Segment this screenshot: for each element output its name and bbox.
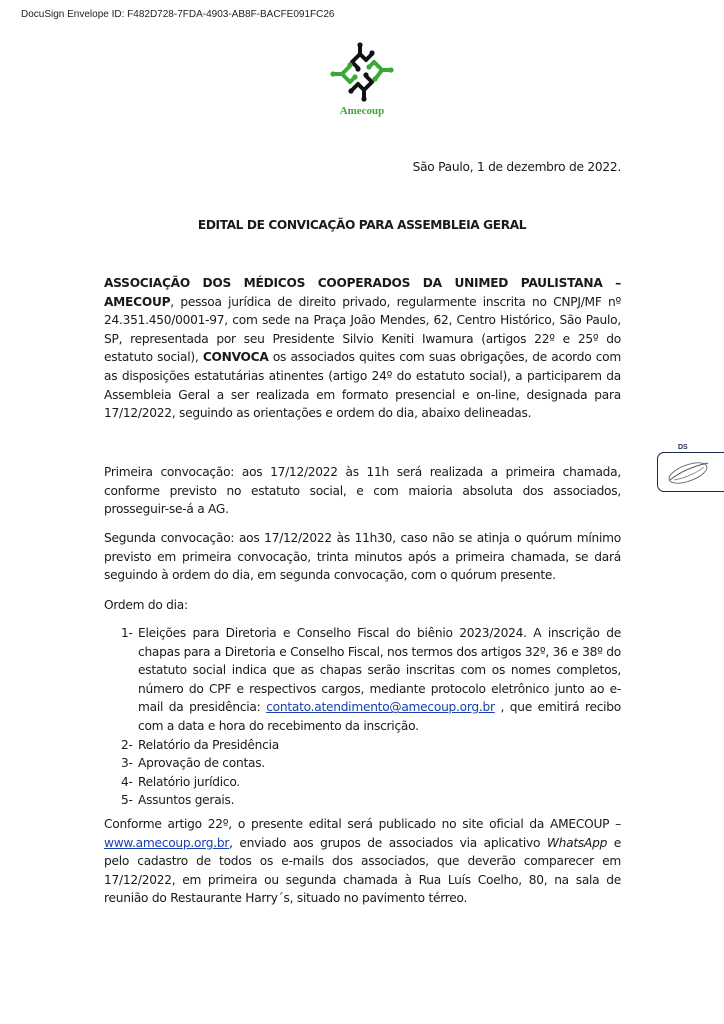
logo-wordmark: Amecoup bbox=[339, 105, 385, 117]
ordem-do-dia-heading bbox=[104, 596, 621, 615]
docusign-envelope-id: DocuSign Envelope ID: F482D728-7FDA-4903-AB8F-BACFE091FC26 bbox=[21, 9, 335, 20]
list-item-text: Assuntos gerais. bbox=[138, 793, 235, 808]
list-item-number: 4- bbox=[121, 774, 133, 789]
list-item-number: 5- bbox=[121, 793, 133, 808]
intro-text-2: os associados quites com suas obrigações, de acordo com as disposições estatutárias atinentes (artigo 24º do estatuto social), a participarem da Assembleia Geral a ser realizada em formato presencial e on-line, designada para 17/12/2022, seguindo as orientações e ordem do dia, abaixo delineadas. bbox=[104, 350, 621, 421]
amecoup-molecule-logo-icon bbox=[330, 40, 394, 104]
list-item bbox=[104, 624, 621, 736]
list-item-number: 1- bbox=[121, 626, 133, 640]
list-item-text: Relatório da Presidência bbox=[138, 737, 279, 752]
list-item bbox=[104, 736, 621, 755]
closing-text-1: Conforme artigo 22º, o presente edital será publicado no site oficial da AMECOUP – bbox=[104, 817, 621, 831]
list-item-text: Aprovação de contas. bbox=[138, 756, 265, 771]
document-title: EDITAL DE CONVICAÇÃO PARA ASSEMBLEIA GERAL bbox=[197, 218, 527, 232]
date-line: São Paulo, 1 de dezembro de 2022. bbox=[412, 160, 621, 174]
list-item-number: 3- bbox=[121, 756, 133, 771]
whatsapp-app-name: WhatsApp bbox=[546, 835, 608, 850]
list-item-number: 2- bbox=[121, 737, 133, 752]
primeira-convocacao-text: Primeira convocação: aos 17/12/2022 às 11h será realizada a primeira chamada, conforme previsto no estatuto social, e com maioria absoluta dos associados, prosseguir-se-á a AG. bbox=[104, 465, 621, 517]
list-item bbox=[104, 754, 621, 773]
organization-name: ASSOCIAÇÃO DOS MÉDICOS COOPERADOS DA UNIMED PAULISTANA – AMECOUP bbox=[104, 276, 621, 309]
intro-text-1: , pessoa jurídica de direito privado, regularmente inscrita no CNPJ/MF nº 24.351.450/0001-97, com sede na Praça João Mendes, 62, Centro Histórico, São Paulo, SP, representada por seu Presidente Silvio Keniti Iwamura (artigos 22º e 25º do estatuto social), bbox=[104, 294, 621, 365]
ordem-do-dia-heading-text: Ordem do dia: bbox=[104, 598, 188, 612]
list-item-text: Eleições para Diretoria e Conselho Fiscal do biênio 2023/2024. A inscrição de chapas para a Diretoria e Conselho Fiscal, nos termos dos artigos 32º, 36 e 38º do estatuto social indica que as chapas serão inscritas com os nomes completos, número do CPF e respectivos cargos, mediante protocolo eletrônico junto ao e-mail da presidência: bbox=[138, 626, 621, 715]
list-item-text-after: , que emitirá recibo com a data e hora do recebimento da inscrição. bbox=[138, 700, 622, 733]
amecoup-logo bbox=[327, 40, 397, 124]
ordem-do-dia-list-container bbox=[104, 624, 621, 810]
closing-text-2: , enviado aos grupos de associados via aplicativo bbox=[229, 835, 547, 850]
intro-paragraph bbox=[104, 274, 621, 423]
signature-initials-icon bbox=[664, 458, 716, 488]
list-item-text: Relatório jurídico. bbox=[138, 774, 240, 789]
segunda-convocacao-paragraph bbox=[104, 529, 621, 585]
segunda-convocacao-text: Segunda convocação: aos 17/12/2022 às 11h30, caso não se atinja o quórum mínimo previsto em primeira convocação, trinta minutos após a primeira chamada, se dará seguindo à ordem do dia, em segunda convocação, com o quórum presente. bbox=[104, 531, 621, 583]
primeira-convocacao-paragraph bbox=[104, 463, 621, 519]
list-item bbox=[104, 773, 621, 792]
convoca-keyword: CONVOCA bbox=[202, 350, 269, 365]
list-item bbox=[104, 791, 621, 810]
ordem-do-dia-list bbox=[104, 624, 621, 810]
closing-paragraph bbox=[104, 815, 621, 908]
docusign-initials-label: DS bbox=[678, 444, 688, 451]
website-link[interactable]: www.amecoup.org.br bbox=[104, 835, 230, 850]
closing-text-3: e pelo cadastro de todos os e-mails dos associados, que deverão comparecer em 17/12/2022, em primeira ou segunda chamada à Rua Luís Coelho, 80, na sala de reunião do Restaurante Harry´s, situado no pavimento térreo. bbox=[104, 835, 622, 906]
email-link[interactable]: contato.atendimento@amecoup.org.br bbox=[266, 700, 495, 715]
